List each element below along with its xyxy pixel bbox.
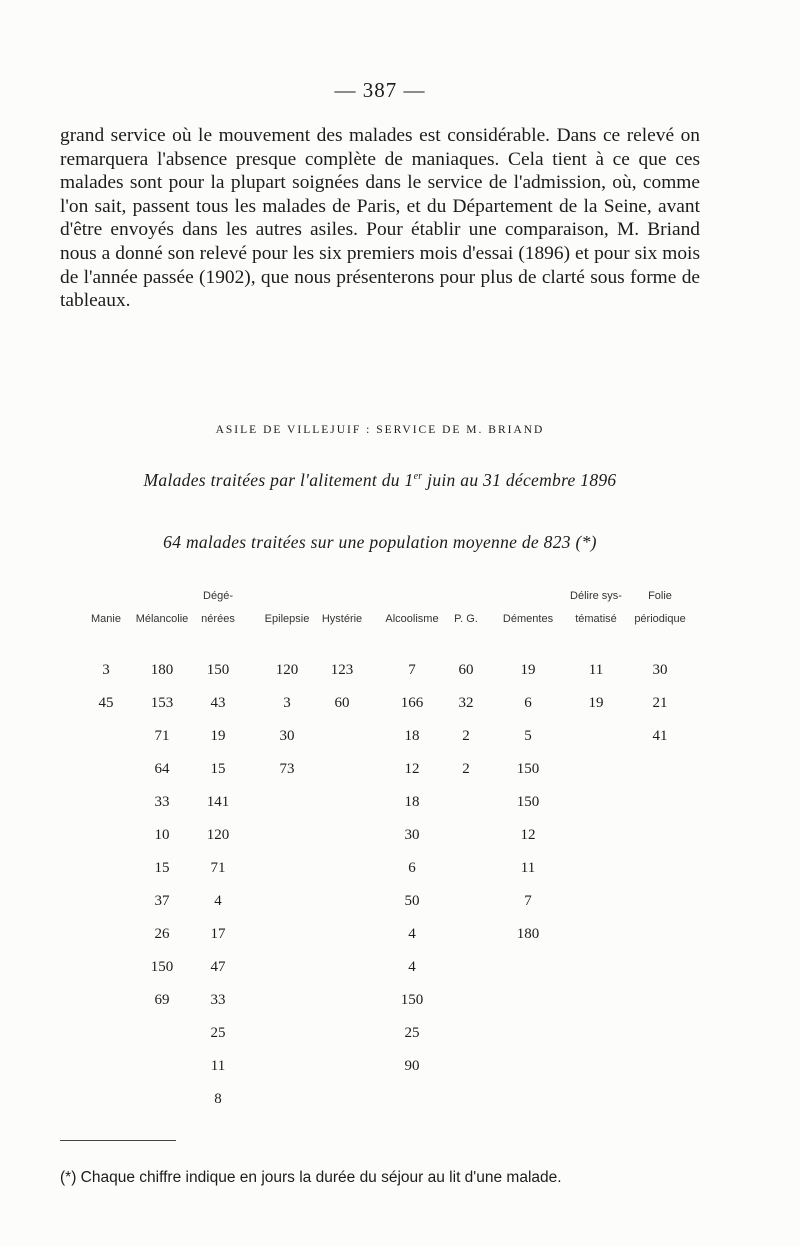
table-cell: 6 — [524, 695, 532, 711]
table-cell: 10 — [154, 827, 170, 843]
table-cell: 4 — [408, 959, 416, 975]
table-cell: 41 — [652, 728, 668, 744]
table-cell: 6 — [408, 860, 416, 876]
footnote: (*) Chaque chiffre indique en jours la durée du séjour au lit d'une malade. — [60, 1169, 562, 1186]
table-cell: 150 — [206, 662, 230, 678]
table-cell: 120 — [206, 827, 230, 843]
table-cell: 25 — [210, 1025, 226, 1041]
table-cell: 150 — [150, 959, 174, 975]
table-cell: 15 — [154, 860, 170, 876]
table-cell: 4 — [408, 926, 416, 942]
subtitle-text-before: Malades traitées par l'alitement du 1 — [143, 470, 414, 490]
column-header: Alcoolisme — [385, 613, 439, 625]
table-cell: 32 — [458, 695, 474, 711]
table-cell: 33 — [154, 794, 170, 810]
table-cell: 8 — [214, 1091, 222, 1107]
table-cell: 50 — [404, 893, 420, 909]
table-cell: 150 — [400, 992, 424, 1008]
table-cell: 5 — [524, 728, 532, 744]
table-cell: 141 — [206, 794, 230, 810]
table-cell: 73 — [279, 761, 295, 777]
table-cell: 26 — [154, 926, 170, 942]
table-cell: 60 — [458, 662, 474, 678]
table-cell: 25 — [404, 1025, 420, 1041]
column-header: Manie — [91, 613, 121, 625]
column-header: Hystérie — [321, 613, 363, 625]
column-header: périodique — [634, 613, 686, 625]
table-cell: 123 — [330, 662, 354, 678]
table-cell: 2 — [462, 761, 470, 777]
table-cell: 11 — [210, 1058, 226, 1074]
table-subtitle-population: 64 malades traitées sur une population moyenne de 823 (*) — [163, 532, 597, 552]
table-cell: 11 — [520, 860, 536, 876]
table-cell: 15 — [210, 761, 226, 777]
table-cell: 64 — [154, 761, 170, 777]
subtitle-superscript: er — [413, 471, 423, 483]
table-cell: 69 — [154, 992, 170, 1008]
table-cell: 180 — [150, 662, 174, 678]
table-cell: 150 — [516, 794, 540, 810]
column-header-top: Délire sys- — [570, 590, 622, 602]
column-header: nérées — [201, 613, 235, 625]
table-cell: 30 — [404, 827, 420, 843]
table-cell: 71 — [154, 728, 170, 744]
table-cell: 30 — [652, 662, 668, 678]
table-cell: 3 — [283, 695, 291, 711]
column-header: Démentes — [502, 613, 554, 625]
column-header-top: Folie — [648, 590, 672, 602]
table-cell: 30 — [279, 728, 295, 744]
table-cell: 37 — [154, 893, 170, 909]
table-cell: 21 — [652, 695, 668, 711]
table-cell: 12 — [404, 761, 420, 777]
table-cell: 19 — [520, 662, 536, 678]
table-cell: 153 — [150, 695, 174, 711]
table-cell: 7 — [524, 893, 532, 909]
table-cell: 180 — [516, 926, 540, 942]
table-cell: 33 — [210, 992, 226, 1008]
body-paragraph: grand service où le mouvement des malades est considérable. Dans ce relevé on remarquera l'absence presque complète de maniaques. Cela tient à ce que ces malades sont pour la plupart soignées dans le service de l'admission, où, comme l'on sait, passent tous les malades de Paris, et du Département de la Seine, avant d'être envoyés dans les autres asiles. Pour établir une comparaison, M. Briand nous a donné son relevé pour les six premiers mois d'essai (1896) et pour six mois de l'année passée (1902), que nous présenterons pour plus de clarté sous forme de tableaux. — [60, 125, 700, 312]
page-number: — 387 — — [334, 78, 426, 102]
table-title: ASILE DE VILLEJUIF : SERVICE DE M. BRIAND — [215, 424, 545, 436]
table-cell: 43 — [210, 695, 226, 711]
table-cell: 19 — [210, 728, 226, 744]
table-cell: 17 — [210, 926, 226, 942]
table-cell: 166 — [400, 695, 424, 711]
table-cell: 4 — [214, 893, 222, 909]
column-header: P. G. — [454, 613, 478, 625]
table-cell: 2 — [462, 728, 470, 744]
column-header: tématisé — [575, 613, 617, 625]
table-cell: 3 — [102, 662, 110, 678]
table-cell: 150 — [516, 761, 540, 777]
column-header-top: Dégé- — [203, 590, 233, 602]
table-cell: 120 — [275, 662, 299, 678]
table-cell: 90 — [404, 1058, 420, 1074]
column-header: Mélancolie — [135, 613, 189, 625]
table-cell: 7 — [408, 662, 416, 678]
table-cell: 71 — [210, 860, 226, 876]
table-cell: 11 — [588, 662, 604, 678]
subtitle-text-after: juin au 31 décembre 1896 — [422, 470, 617, 490]
table-cell: 19 — [588, 695, 604, 711]
footnote-rule — [60, 1140, 176, 1141]
column-header: Epilepsie — [264, 613, 310, 625]
table-cell: 12 — [520, 827, 536, 843]
table-cell: 60 — [334, 695, 350, 711]
table-cell: 18 — [404, 794, 420, 810]
table-subtitle-period — [0, 470, 760, 491]
table-cell: 47 — [210, 959, 226, 975]
table-cell: 45 — [98, 695, 114, 711]
table-cell: 18 — [404, 728, 420, 744]
